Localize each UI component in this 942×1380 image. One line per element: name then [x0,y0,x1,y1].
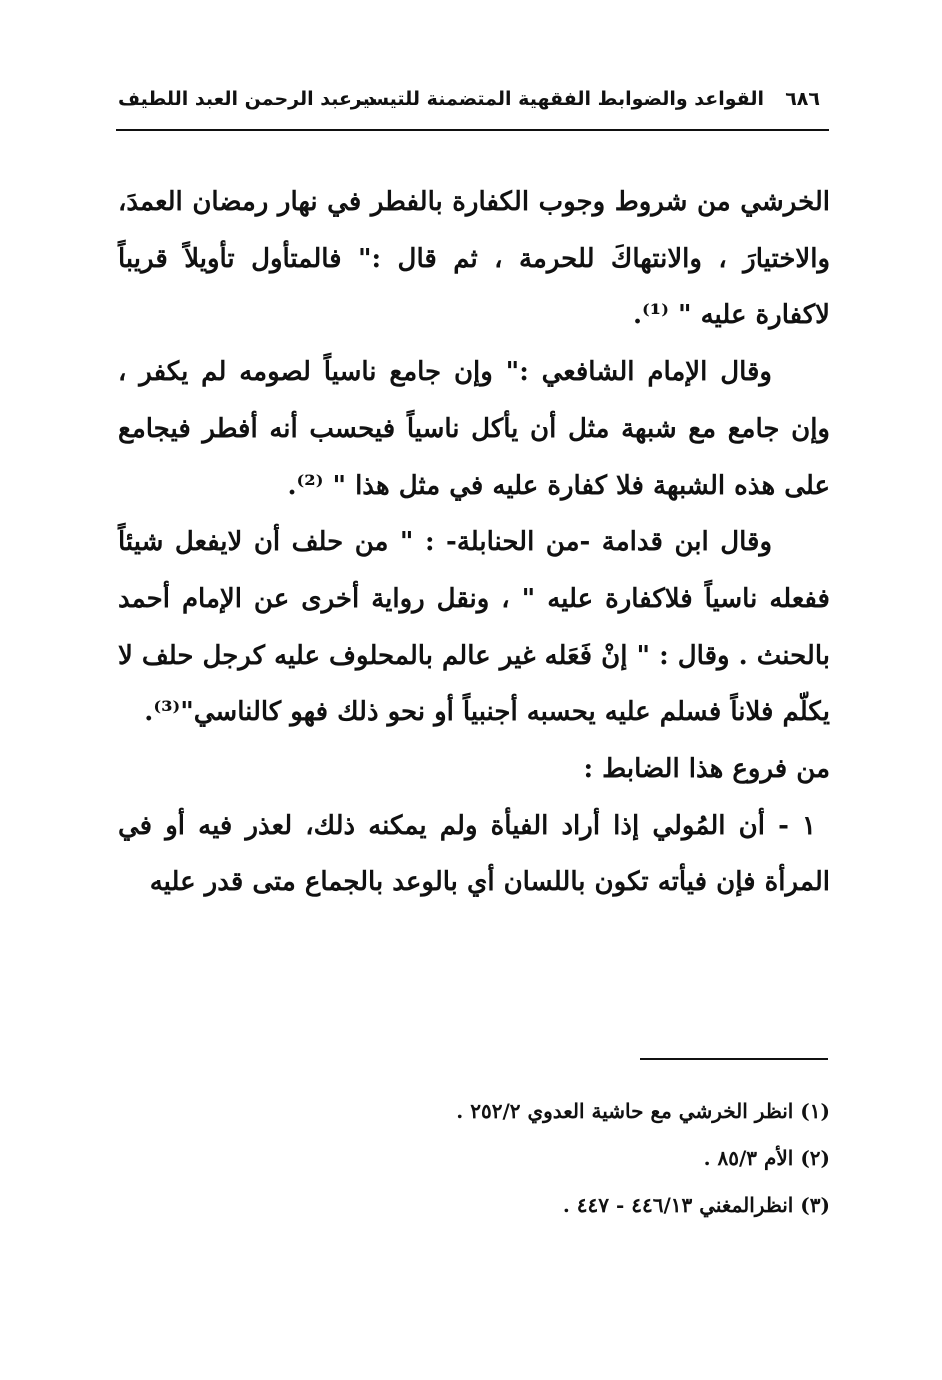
paragraph-2: وقال الإمام الشافعي :" وإن جامع ناسياً لصومه لم يكفر ، وإن جامع مع شبهة مثل أن يأكل ناسياً فيحسب أنه أفطر فيجامع على هذه الشبهة فلا كفارة عليه في مثل هذا " ⁽²⁾. [118,357,830,501]
paragraph-1: الخرشي من شروط وجوب الكفارة بالفطر في نهار رمضان العمدَ، والاختيارَ ، والانتهاكَ للحرمة ، ثم قال :" فالمتأول تأويلاً قريباً لاكفارة عليه " ⁽¹⁾. [118,187,830,331]
author-name: د. عبد الرحمن العبد اللطيف [118,88,376,110]
header-divider [116,129,829,131]
footnotes [200,1088,830,1229]
page-number: ٦٨٦ [785,88,820,110]
section-heading: من فروع هذا الضابط : [583,754,830,785]
book-title: القواعد والضوابط الفقهية المتضمنة للتيسير [350,88,764,110]
footnote-2: (٢) الأم ٨٥/٣ . [703,1146,830,1170]
footnote-3: (٣) انظرالمغني ٤٤٦/١٣ - ٤٤٧ . [562,1193,830,1217]
footnote-divider [640,1058,828,1060]
main-text [118,174,830,911]
running-header [112,82,828,122]
list-item-1: ١ - أن المُولي إذا أراد الفيأة ولم يمكنه ذلك، لعذر فيه أو في المرأة فإن فيأته تكون باللسان أي بالوعد بالجماع متى قدر عليه [118,810,830,898]
footnote-1: (١) انظر الخرشي مع حاشية العدوي ٢٥٢/٢ . [456,1099,830,1123]
paragraph-3: وقال ابن قدامة -من الحنابلة- : " من حلف أن لايفعل شيئاً ففعله ناسياً فلاكفارة عليه " ، ونقل رواية أخرى عن الإمام أحمد بالحنث . وقال : " إنْ فَعَله غير عالم بالمحلوف عليه كرجل حلف لا يكلّم فلاناً فسلم عليه يحسبه أجنبياً أو نحو ذلك فهو كالناسي"⁽³⁾. [118,527,830,728]
